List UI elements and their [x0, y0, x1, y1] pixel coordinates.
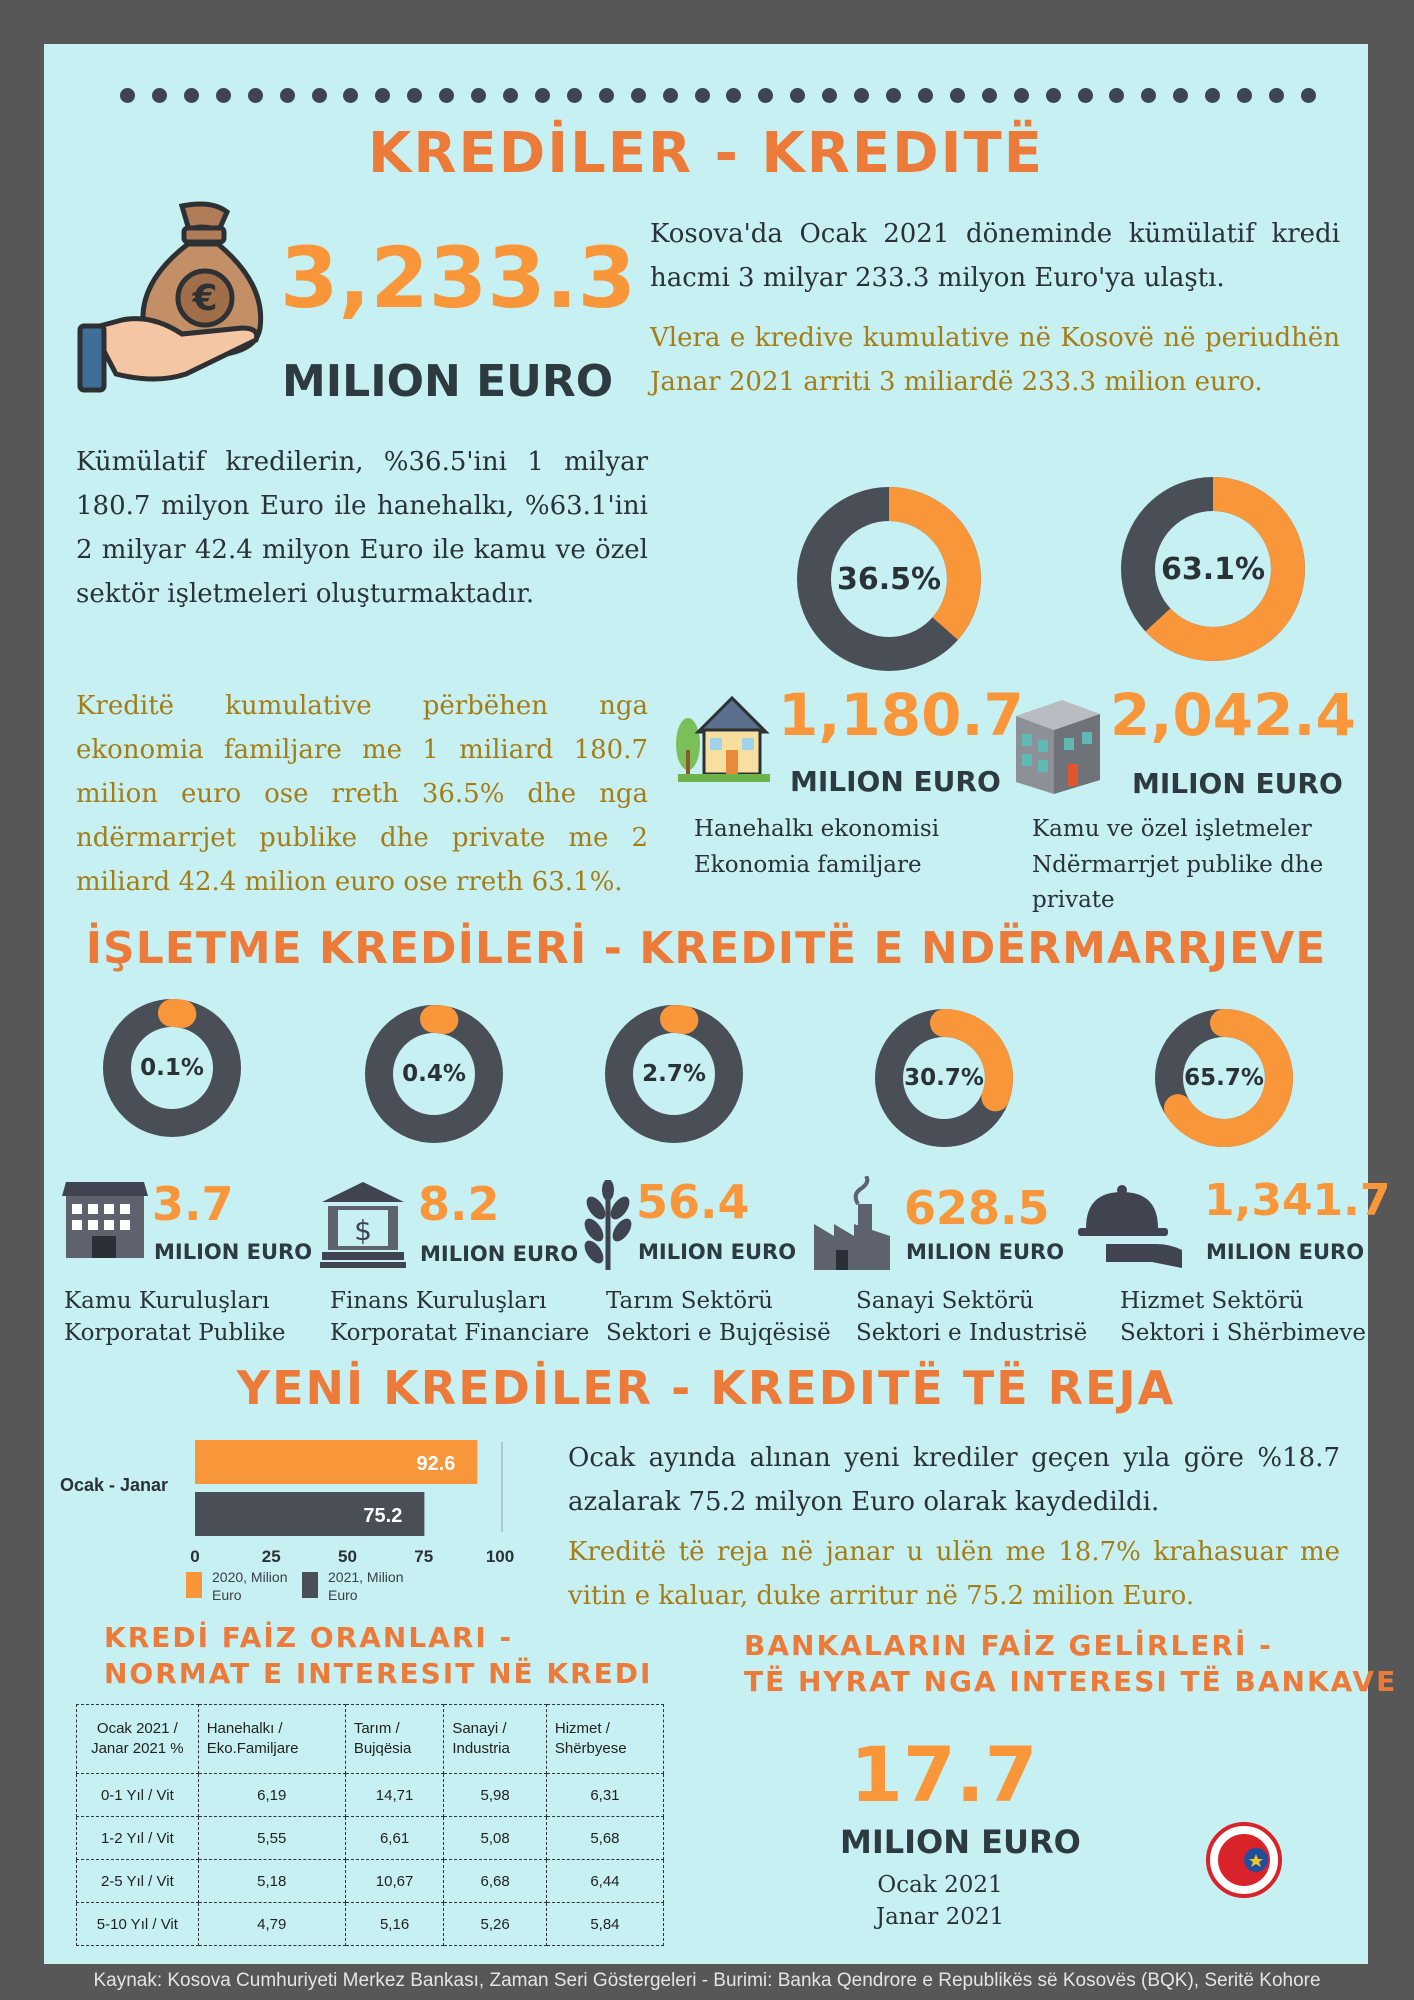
table-cell: 5,08	[444, 1817, 547, 1860]
decorative-dot	[822, 88, 837, 103]
new-loans-text-tr: Ocak ayında alınan yeni krediler geçen yıla göre %18.7 azalarak 75.2 milyon Euro olarak kaydedildi.	[568, 1443, 1340, 1517]
household-share-label: 36.5%	[836, 561, 942, 597]
table-cell: 6,68	[444, 1860, 547, 1903]
sector-industry-label-tr: Sanayi Sektörü	[856, 1288, 1034, 1314]
total-credit-unit: MILION EURO	[282, 356, 614, 407]
sector-service-value: 1,341.7	[1204, 1175, 1391, 1226]
interest-income-title-line1: BANKALARIN FAİZ GELİRLERİ -	[744, 1629, 1273, 1662]
building-icon	[1010, 690, 1106, 801]
sector-finance-unit: MILION EURO	[420, 1242, 579, 1266]
table-cell: 14,71	[345, 1774, 444, 1817]
enterprise-share-donut	[1120, 476, 1306, 662]
decorative-dot	[216, 88, 231, 103]
household-share-donut	[796, 486, 982, 672]
decorative-dot	[663, 88, 678, 103]
table-header-cell: Hizmet / Shërbyese	[546, 1705, 663, 1774]
sector-finance-value: 8.2	[418, 1177, 500, 1231]
table-cell: 5,84	[546, 1903, 663, 1946]
table-cell: 2-5 Yıl / Vit	[77, 1860, 199, 1903]
interest-income-title-line2: TË HYRAT NGA INTERESI TË BANKAVE	[744, 1665, 1398, 1698]
main-title: KREDİLER - KREDITË	[368, 121, 1044, 186]
decorative-dot	[1046, 88, 1061, 103]
public-building-icon	[62, 1180, 148, 1265]
interest-rates-table	[76, 1704, 664, 1946]
legend-label-2020: 2020, Milion Euro	[212, 1569, 288, 1603]
chart-data-label: 92.6	[416, 1453, 456, 1475]
table-cell: 6,44	[546, 1860, 663, 1903]
decorative-dot	[1237, 88, 1252, 103]
table-cell: 1-2 Yıl / Vit	[77, 1817, 199, 1860]
table-header-cell: Ocak 2021 / Janar 2021 %	[77, 1705, 199, 1774]
rates-title-line1: KREDİ FAİZ ORANLARI -	[104, 1621, 514, 1654]
sector-service-pct: 65.7%	[1184, 1065, 1264, 1091]
sector-finance-donut	[364, 1004, 504, 1144]
enterprise-unit: MILION EURO	[1132, 767, 1343, 800]
decorative-dot	[152, 88, 167, 103]
sector-public-donut	[102, 998, 242, 1138]
decorative-dot	[1141, 88, 1156, 103]
table-cell: 4,79	[198, 1903, 345, 1946]
decorative-dot	[375, 88, 390, 103]
sector-service-unit: MILION EURO	[1206, 1240, 1365, 1264]
total-text-sq: Vlera e kredive kumulative në Kosovë në periudhën Janar 2021 arriti 3 miliardë 233.3 milion euro.	[650, 323, 1340, 397]
chart-category-label: Ocak - Janar	[60, 1475, 169, 1495]
decorative-dot	[886, 88, 901, 103]
decorative-dot	[726, 88, 741, 103]
table-row	[77, 1860, 664, 1903]
table-cell: 6,19	[198, 1774, 345, 1817]
table-header-cell: Sanayi / Industria	[444, 1705, 547, 1774]
business-loans-title: İŞLETME KREDİLERİ - KREDITË E NDËRMARRJEVE	[85, 923, 1327, 974]
sector-industry-donut	[874, 1008, 1014, 1148]
table-cell: 5,55	[198, 1817, 345, 1860]
chart-tick-label: 75	[414, 1547, 434, 1566]
decorative-dot	[343, 88, 358, 103]
interest-income-unit: MILION EURO	[840, 1823, 1081, 1861]
service-cloche-icon	[1076, 1184, 1188, 1275]
sector-finance-label-tr: Finans Kuruluşları	[330, 1288, 547, 1314]
sector-agriculture-label-tr: Tarım Sektörü	[606, 1288, 773, 1314]
chart-data-label: 75.2	[363, 1505, 403, 1527]
money-bag-hand-icon	[72, 198, 277, 403]
svg-text:€: €	[192, 278, 218, 319]
enterprise-share-label: 63.1%	[1160, 551, 1266, 587]
decorative-dot	[854, 88, 869, 103]
decorative-dot	[248, 88, 263, 103]
total-text-tr: Kosova'da Ocak 2021 döneminde kümülatif kredi hacmi 3 milyar 233.3 milyon Euro'ya ulaştı.	[650, 219, 1340, 293]
sector-industry-unit: MILION EURO	[906, 1240, 1065, 1264]
household-value: 1,180.7	[778, 681, 1024, 749]
chart-tick-label: 25	[261, 1547, 281, 1566]
table-header-cell: Tarım / Bujqësia	[345, 1705, 444, 1774]
table-header-cell: Hanehalkı / Eko.Familjare	[198, 1705, 345, 1774]
decorative-dot	[503, 88, 518, 103]
decorative-dot	[950, 88, 965, 103]
sector-industry-value: 628.5	[904, 1181, 1050, 1235]
table-cell: 5,26	[444, 1903, 547, 1946]
sector-service-label-sq: Sektori i Shërbimeve	[1120, 1320, 1367, 1346]
decorative-dot	[567, 88, 582, 103]
table-cell: 6,61	[345, 1817, 444, 1860]
interest-income-value: 17.7	[850, 1730, 1038, 1819]
enterprise-label-tr: Kamu ve özel işletmeler	[1032, 816, 1312, 842]
table-cell: 5,18	[198, 1860, 345, 1903]
decorative-dot	[407, 88, 422, 103]
bank-icon	[320, 1180, 406, 1273]
legend-label-2021: 2021, Milion Euro	[328, 1569, 404, 1603]
breakdown-text-sq: Kreditë kumulative përbëhen nga ekonomia familjare me 1 miliard 180.7 milion euro ose rreth 36.5% dhe nga ndërmarrjet publike dhe private me 2 miliard 42.4 milion euro ose rreth 63.1%.	[76, 691, 648, 897]
sector-public-pct: 0.1%	[140, 1055, 204, 1081]
chart-tick-label: 0	[190, 1547, 200, 1566]
sector-service-label-tr: Hizmet Sektörü	[1120, 1288, 1304, 1314]
decorative-dot	[982, 88, 997, 103]
svg-text:$: $	[354, 1214, 372, 1247]
table-cell: 0-1 Yıl / Vit	[77, 1774, 199, 1817]
sector-agriculture-donut	[604, 1004, 744, 1144]
chart-tick-label: 100	[485, 1547, 515, 1566]
breakdown-text-tr: Kümülatif kredilerin, %36.5'ini 1 milyar 180.7 milyon Euro ile hanehalkı, %63.1'ini 2 milyar 42.4 milyon Euro ile kamu ve özel sektör işletmeleri oluşturmaktadır.	[76, 447, 648, 609]
sector-agriculture-label-sq: Sektori e Bujqësisë	[606, 1320, 831, 1346]
sector-public-value: 3.7	[152, 1177, 234, 1231]
sector-public-unit: MILION EURO	[154, 1240, 313, 1264]
household-unit: MILION EURO	[790, 765, 1001, 798]
new-loans-text-sq: Kreditë të reja në janar u ulën me 18.7% krahasuar me vitin e kaluar, duke arritur në 75.2 milion Euro.	[568, 1537, 1340, 1611]
legend-swatch-2020	[186, 1572, 202, 1598]
table-cell: 5-10 Yıl / Vit	[77, 1903, 199, 1946]
decorative-dot	[120, 88, 135, 103]
table-cell: 10,67	[345, 1860, 444, 1903]
factory-icon	[814, 1176, 894, 1277]
decorative-dot	[1078, 88, 1093, 103]
enterprise-value: 2,042.4	[1110, 681, 1356, 749]
chamber-of-commerce-logo-icon	[1206, 1822, 1282, 1903]
decorative-dot	[1173, 88, 1188, 103]
sector-industry-label-sq: Sektori e Industrisë	[856, 1320, 1088, 1346]
table-cell: 5,16	[345, 1903, 444, 1946]
source-footer: Kaynak: Kosova Cumhuriyeti Merkez Bankası, Zaman Seri Göstergeleri - Burimi: Banka Qendrore e Republikës së Kosovës (BQK), Seritë Kohore	[93, 1970, 1321, 1991]
sector-finance-pct: 0.4%	[402, 1061, 466, 1087]
table-cell: 5,98	[444, 1774, 547, 1817]
decorative-dot	[1269, 88, 1284, 103]
table-row	[77, 1774, 664, 1817]
decorative-dot	[535, 88, 550, 103]
sector-agriculture-value: 56.4	[636, 1175, 750, 1229]
table-row	[77, 1903, 664, 1946]
decorative-dot	[1301, 88, 1316, 103]
sector-service-donut	[1154, 1008, 1294, 1148]
sector-public-label-tr: Kamu Kuruluşları	[64, 1288, 270, 1314]
household-label-sq: Ekonomia familjare	[694, 852, 922, 878]
decorative-dot	[439, 88, 454, 103]
chart-legend	[186, 1568, 546, 1608]
decorative-dot	[790, 88, 805, 103]
household-label-tr: Hanehalkı ekonomisi	[694, 816, 940, 842]
table-row	[77, 1817, 664, 1860]
decorative-dot	[280, 88, 295, 103]
legend-swatch-2021	[302, 1572, 318, 1598]
sector-industry-pct: 30.7%	[904, 1065, 984, 1091]
sector-finance-label-sq: Korporatat Financiare	[330, 1320, 590, 1346]
sector-agriculture-unit: MILION EURO	[638, 1240, 797, 1264]
sector-agriculture-pct: 2.7%	[642, 1061, 706, 1087]
enterprise-label-sq: Ndërmarrjet publike dhe private	[1032, 852, 1324, 913]
decorative-dot	[1109, 88, 1124, 103]
decorative-dot	[184, 88, 199, 103]
rates-title-line2: NORMAT E INTERESIT NË KREDI	[104, 1657, 653, 1690]
interest-income-period-sq: Janar 2021	[875, 1904, 1005, 1930]
decorative-dot	[695, 88, 710, 103]
wheat-icon	[578, 1180, 638, 1277]
chart-tick-label: 50	[338, 1547, 357, 1566]
interest-income-period-tr: Ocak 2021	[877, 1872, 1003, 1898]
decorative-dot	[1014, 88, 1029, 103]
decorative-dot	[312, 88, 327, 103]
decorative-dot	[918, 88, 933, 103]
decorative-dot	[1205, 88, 1220, 103]
decorative-dot	[631, 88, 646, 103]
decorative-dot	[599, 88, 614, 103]
table-cell: 6,31	[546, 1774, 663, 1817]
house-icon	[674, 690, 774, 791]
table-cell: 5,68	[546, 1817, 663, 1860]
decorative-dot-row	[120, 86, 1316, 106]
table-header-row	[77, 1705, 664, 1774]
sector-public-label-sq: Korporatat Publike	[64, 1320, 286, 1346]
total-credit-value: 3,233.3	[280, 229, 637, 327]
decorative-dot	[471, 88, 486, 103]
decorative-dot	[758, 88, 773, 103]
new-loans-title: YENİ KREDİLER - KREDITË TË REJA	[236, 1361, 1176, 1415]
